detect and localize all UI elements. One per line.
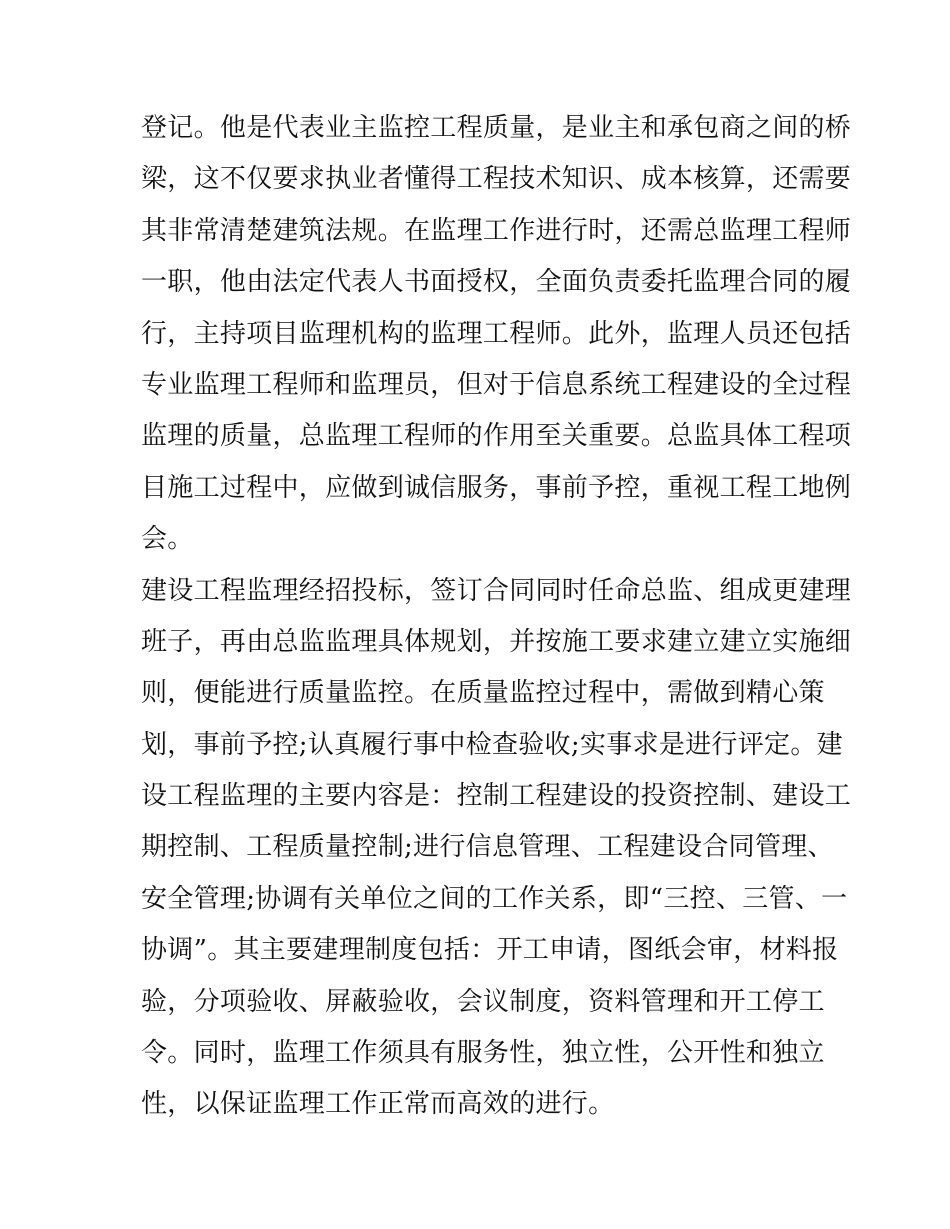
text-line: 监理的质量，总监理工程师的作用至关重要。总监具体工程项 (141, 421, 852, 452)
text-line: 专业监理工程师和监理员，但对于信息系统工程建设的全过程 (141, 369, 852, 400)
text-line: 验，分项验收、屏蔽验收，会议制度，资料管理和开工停工 (141, 986, 825, 1017)
text-line: 登记。他是代表业主监控工程质量，是业主和承包商之间的桥 (141, 113, 852, 143)
text-line: 建设工程监理经招投标，签订合同同时任命总监、组成更建理 (141, 575, 852, 606)
paragraph-2 (141, 566, 852, 1131)
text-line: 划，事前予控;认真履行事中检查验收;实事求是进行评定。建 (141, 729, 843, 760)
text-line: 行，主持项目监理机构的监理工程师。此外，监理人员还包括 (141, 318, 852, 349)
paragraph-1 (141, 103, 852, 566)
text-line: 性，以保证监理工作正常而高效的进行。 (141, 1089, 615, 1120)
text-line: 安全管理;协调有关单位之间的工作关系，即“三控、三管、一 (141, 883, 848, 914)
text-line: 期控制、工程质量控制;进行信息管理、工程建设合同管理、 (141, 832, 834, 863)
text-line: 梁，这不仅要求执业者懂得工程技术知识、成本核算，还需要 (141, 164, 852, 195)
body-text (141, 103, 852, 1131)
text-line: 一职，他由法定代表人书面授权，全面负责委托监理合同的履 (141, 267, 852, 298)
text-line: 协调”。其主要建理制度包括：开工申请，图纸会审，材料报 (141, 935, 839, 966)
text-line: 设工程监理的主要内容是：控制工程建设的投资控制、建设工 (141, 781, 852, 812)
text-line: 其非常清楚建筑法规。在监理工作进行时，还需总监理工程师 (141, 215, 852, 246)
text-line: 会。 (141, 524, 194, 555)
text-line: 目施工过程中，应做到诚信服务，事前予控，重视工程工地例 (141, 472, 852, 503)
text-line: 则，便能进行质量监控。在质量监控过程中，需做到精心策 (141, 678, 825, 709)
text-line: 令。同时，监理工作须具有服务性，独立性，公开性和独立 (141, 1038, 825, 1069)
text-line: 班子，再由总监监理具体规划，并按施工要求建立建立实施细 (141, 626, 852, 657)
